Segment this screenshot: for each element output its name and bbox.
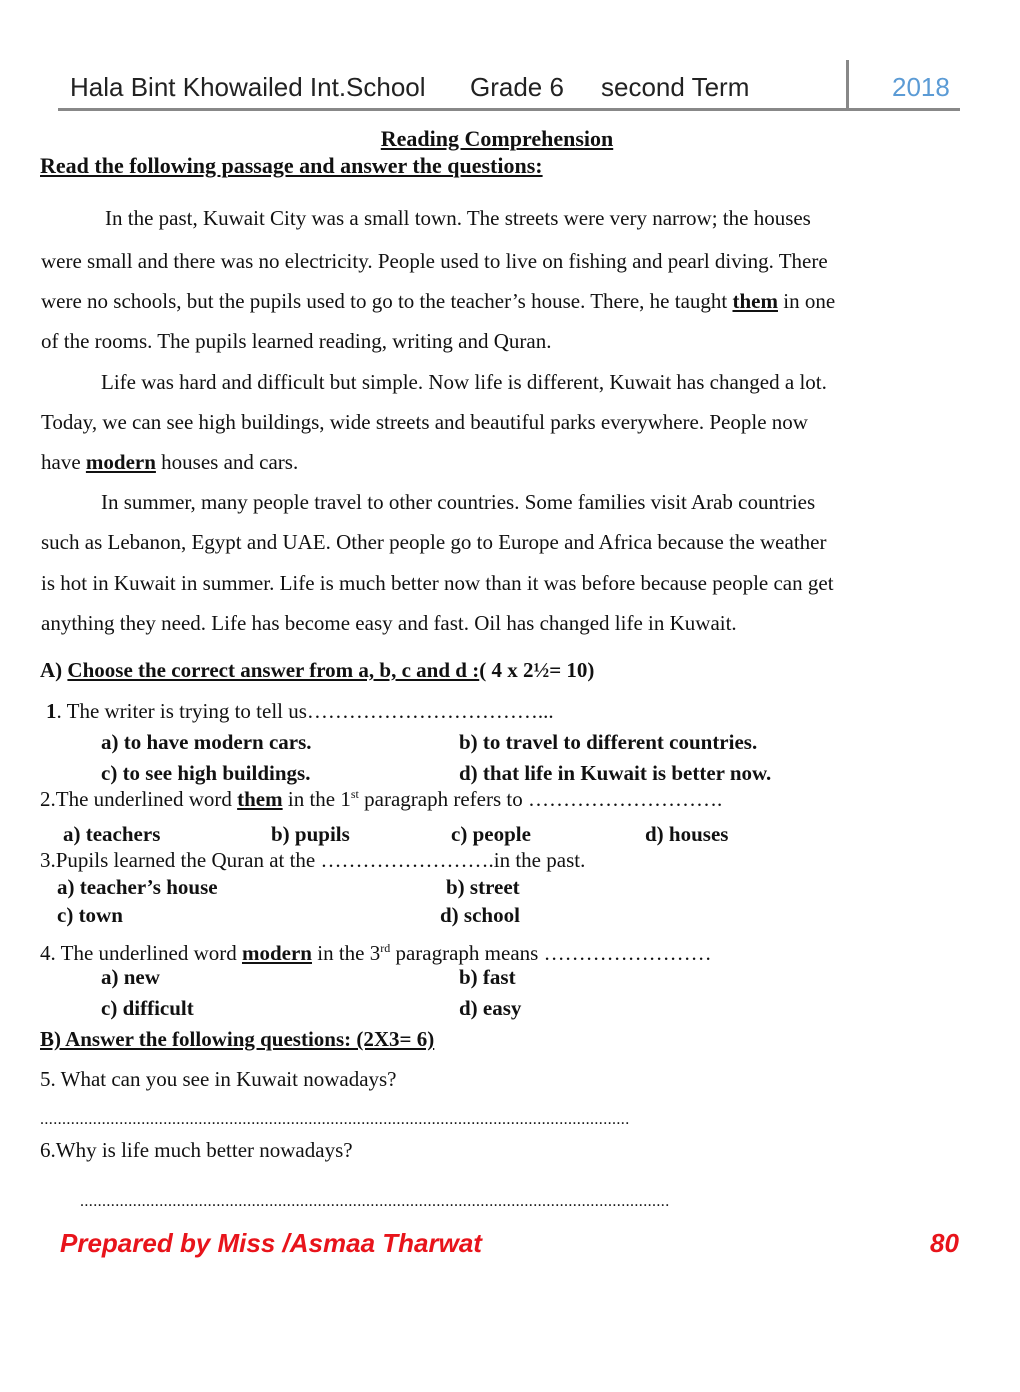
option[interactable]: a) teachers	[63, 822, 161, 846]
passage-line: anything they need. Life has become easy and fast. Oil has changed life in Kuwait.	[41, 611, 737, 635]
passage-line	[41, 289, 835, 313]
passage-line	[41, 450, 298, 474]
passage-line: Today, we can see high buildings, wide streets and beautiful parks everywhere. People now	[41, 410, 808, 434]
option[interactable]: d) easy	[459, 996, 522, 1020]
option[interactable]: c) town	[57, 903, 123, 927]
option[interactable]: a) to have modern cars.	[101, 730, 312, 754]
text: have	[41, 450, 86, 474]
header-rule	[58, 108, 960, 111]
question-6: 6.Why is life much better nowadays?	[40, 1138, 353, 1162]
author-credit: Prepared by Miss /Asmaa Tharwat	[60, 1228, 482, 1258]
marks: ( 4 x 2½= 10)	[479, 658, 595, 682]
sup: rd	[380, 941, 391, 955]
option[interactable]: a) teacher’s house	[57, 875, 218, 899]
passage-line: In summer, many people travel to other countries. Some families visit Arab countries	[101, 490, 816, 514]
text: paragraph means ……………………	[390, 941, 712, 965]
passage-line: were small and there was no electricity. People used to live on fishing and pearl diving. There	[41, 249, 828, 273]
underlined-word: modern	[85, 450, 156, 474]
passage-line: of the rooms. The pupils learned reading, writing and Quran.	[41, 329, 552, 353]
text: 4. The underlined word	[40, 941, 242, 965]
option[interactable]: b) street	[446, 875, 520, 899]
term: second Term	[601, 72, 750, 102]
section-a-heading	[40, 658, 594, 682]
question-2	[40, 782, 722, 811]
sup: st	[350, 787, 359, 801]
question-1	[46, 699, 554, 723]
text: . The writer is trying to tell us……………………………...	[56, 699, 554, 723]
passage-line: Life was hard and difficult but simple. Now life is different, Kuwait has changed a lot.	[101, 370, 827, 394]
grade: Grade 6	[470, 72, 564, 102]
underlined-word: them	[732, 289, 778, 313]
option[interactable]: c) to see high buildings.	[101, 761, 311, 785]
answer-line[interactable]: ......................................................................................................................................	[80, 1193, 670, 1210]
passage-line: such as Lebanon, Egypt and UAE. Other people go to Europe and Africa because the weather	[41, 530, 827, 554]
question-3: 3.Pupils learned the Quran at the …………………….in the past.	[40, 848, 586, 872]
option[interactable]: b) pupils	[271, 822, 350, 846]
section-b-heading: B) Answer the following questions: (2X3= 6)	[40, 1027, 435, 1051]
option[interactable]: c) difficult	[101, 996, 194, 1020]
text: in the 3	[311, 941, 381, 965]
header-divider	[846, 60, 849, 110]
underlined-word: them	[237, 787, 283, 811]
option[interactable]: c) people	[451, 822, 531, 846]
passage-line: In the past, Kuwait City was a small town. The streets were very narrow; the houses	[105, 206, 811, 230]
page-number: 80	[930, 1228, 959, 1258]
instruction: Read the following passage and answer the questions:	[40, 153, 543, 178]
underlined-word: modern	[241, 941, 312, 965]
option[interactable]: d) that life in Kuwait is better now.	[459, 761, 772, 785]
option[interactable]: d) school	[440, 903, 520, 927]
option[interactable]: a) new	[101, 965, 160, 989]
number: 1	[46, 699, 57, 723]
answer-line[interactable]: ......................................................................................................................................	[40, 1111, 630, 1128]
text: were no schools, but the pupils used to go to the teacher’s house. There, he taught	[41, 289, 733, 313]
text: A)	[40, 658, 68, 682]
option[interactable]: d) houses	[645, 822, 729, 846]
year: 2018	[892, 72, 950, 102]
text: houses and cars.	[155, 450, 299, 474]
question-4	[40, 936, 712, 965]
text: in one	[777, 289, 836, 313]
text: 2.The underlined word	[40, 787, 238, 811]
option[interactable]: b) to travel to different countries.	[459, 730, 758, 754]
text: in the 1	[282, 787, 351, 811]
option[interactable]: b) fast	[459, 965, 516, 989]
passage-line: is hot in Kuwait in summer. Life is much better now than it was before because people can get	[41, 571, 834, 595]
question-5: 5. What can you see in Kuwait nowadays?	[40, 1067, 397, 1091]
text: Choose the correct answer from a, b, c and d :	[67, 658, 480, 682]
school-name: Hala Bint Khowailed Int.School	[70, 72, 426, 102]
text: paragraph refers to ……………………….	[358, 787, 723, 811]
page-title: Reading Comprehension	[380, 126, 614, 151]
